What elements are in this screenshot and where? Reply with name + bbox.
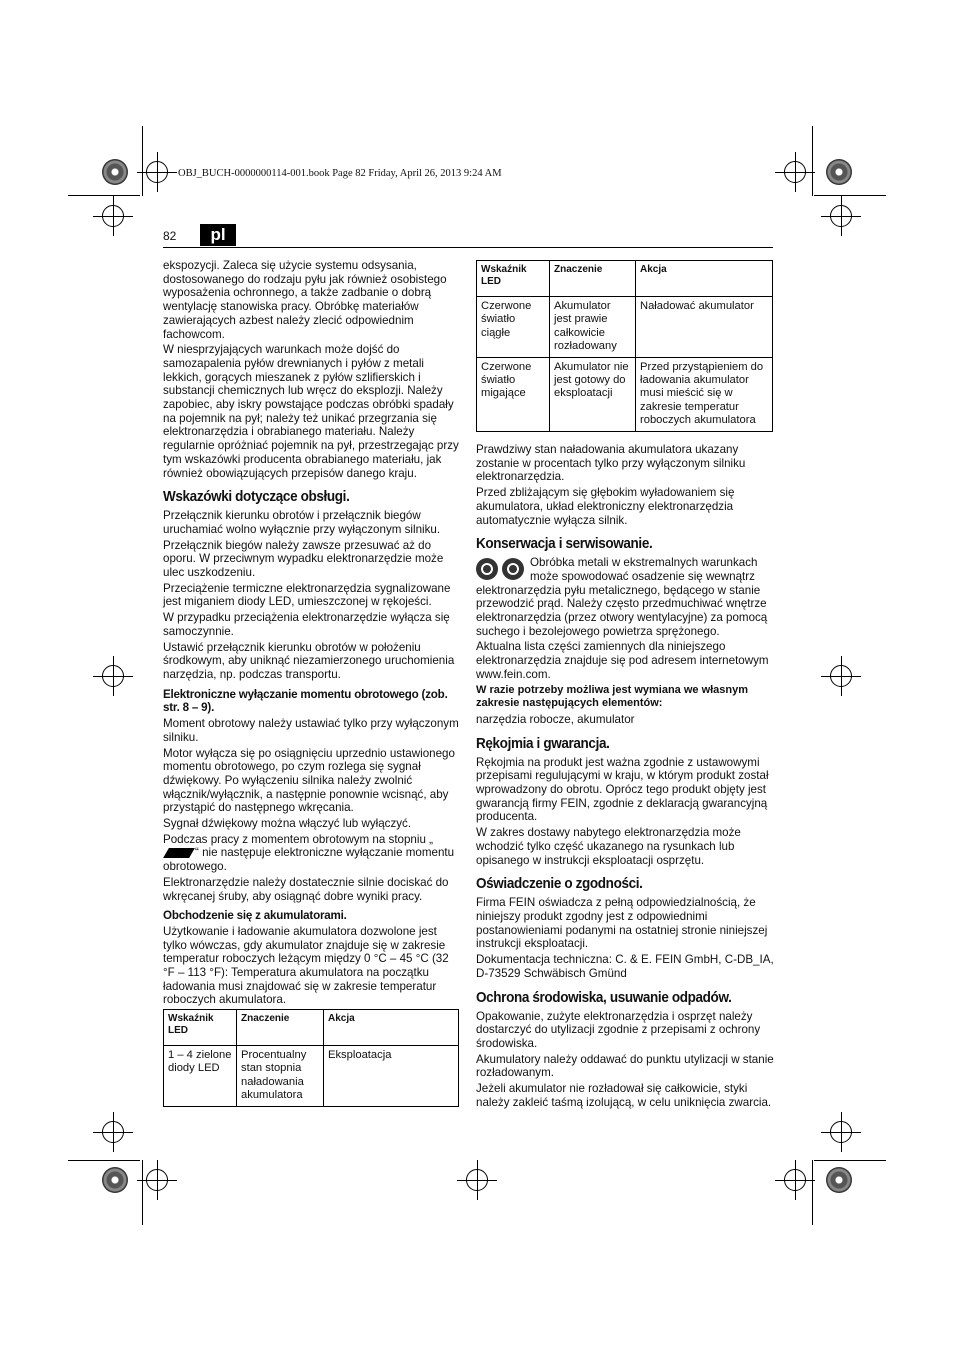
table-header-row xyxy=(477,261,773,297)
book-meta: OBJ_BUCH-0000000114-001.book Page 82 Friday, April 26, 2013 9:24 AM xyxy=(178,168,502,179)
heading-moment: Elektroniczne wyłączanie momentu obrotowego (zob. str. 8 – 9). xyxy=(163,687,448,715)
paragraph: Firma FEIN oświadcza z pełną odpowiedzialnością, że niniejszy produkt zgodny jest z odpowiednimi postanowieniami podanymi na ostatniej stronie niniejszej instrukcji eksploatacji. xyxy=(476,896,768,951)
table-header: Wskaźnik LED xyxy=(477,261,550,297)
paragraph: Moment obrotowy należy ustawiać tylko przy wyłączonym silniku. xyxy=(163,717,459,744)
heading-rekojmia: Rękojmia i gwarancja. xyxy=(476,734,610,752)
paragraph: Opakowanie, zużyte elektronarzędzia i osprzęt należy dostarczyć do utylizacji zgodnie z przepisami z ochrony środowiska. xyxy=(476,1009,761,1050)
left-column xyxy=(163,259,459,1009)
table-row xyxy=(477,297,773,358)
paragraph: Przed zbliżającym się głębokim wyładowaniem się akumulatora, układ elektroniczny elektronarzędzia automatycznie wyłącza silnik. xyxy=(476,486,735,527)
paragraph: Przełącznik kierunku obrotów i przełącznik biegów uruchamiać wolno wyłącznie przy wyłączonym silniku. xyxy=(163,509,441,536)
table-row xyxy=(477,357,773,431)
goggles-icon xyxy=(476,558,498,580)
maintenance-icons xyxy=(476,558,524,580)
table-cell: Czerwone światło ciągłe xyxy=(477,297,550,358)
heading-srodowisko: Ochrona środowiska, usuwanie odpadów. xyxy=(476,988,732,1006)
table-cell: 1 – 4 zielone diody LED xyxy=(164,1046,237,1107)
led-table-right xyxy=(476,260,773,432)
paragraph: Motor wyłącza się po osiągnięciu uprzednio ustawionego momentu obrotowego, po czym rozlega się sygnał dźwiękowy. Po wyłączeniu silnika należy zwolnić włącznik/wyłącznik, a następnie ponownie wcisnąć, aby przystąpić do następnego wkręcania. xyxy=(163,746,455,815)
paragraph-bold: W razie potrzeby możliwa jest wymiana we własnym zakresie następujących elementów: xyxy=(476,683,749,710)
table-cell: Naładować akumulator xyxy=(636,297,773,358)
table-cell: Akumulator nie jest gotowy do eksploatacji xyxy=(550,357,636,431)
paragraph: Przełącznik biegów należy zawsze przesuwać aż do oporu. W przeciwnym wypadku elektronarzędzie może ulec uszkodzeniu. xyxy=(163,538,444,580)
text: Podczas pracy z momentem obrotowym na stopniu „ xyxy=(163,832,433,846)
text: “ nie następuje elektroniczne wyłączanie momentu obrotowego. xyxy=(163,846,455,874)
paragraph: Użytkowanie i ładowanie akumulatora dozwolone jest tylko wówczas, gdy akumulator znajduje się w zakresie temperatur roboczych leżącym między 0 °C – 45 °C (32 °F – 113 °F): Temperatura akumulatora na początku ładowania musi znajdować się w zakresie temperatur roboczych akumulatora. xyxy=(163,924,449,1007)
right-column xyxy=(476,443,774,1111)
table-cell: Procentualny stan stopnia naładowania akumulatora xyxy=(237,1046,324,1107)
paragraph: Jeżeli akumulator nie rozładował się całkowicie, styki należy zakleić taśmą izolującą, w celu uniknięcia zwarcia. xyxy=(476,1082,772,1109)
table-cell: Czerwone światło migające xyxy=(477,357,550,431)
page-number: 82 xyxy=(163,229,177,243)
paragraph: Dokumentacja techniczna: C. & E. FEIN GmbH, C-DB_IA, D-73529 Schwäbisch Gmünd xyxy=(476,953,774,980)
paragraph: Elektronarzędzie należy dostatecznie silnie dociskać do wkręcanej śruby, aby osiągnąć dobre wyniki pracy. xyxy=(163,875,449,903)
paragraph: Rękojmia na produkt jest ważna zgodnie z ustawowymi przepisami regulującymi w kraju, w którym produkt został wprowadzony do obrotu. Oprócz tego produkt objęty jest gwarancją firmy FEIN, zgodnie z deklaracją gwarancyjną producenta. xyxy=(476,755,769,824)
table-header: Akcja xyxy=(636,261,773,297)
paragraph: Ustawić przełącznik kierunku obrotów w położeniu środkowym, aby uniknąć niezamierzonego uruchomienia narzędzia, np. podczas transportu. xyxy=(163,640,455,681)
heading-obsluga: Wskazówki dotyczące obsługi. xyxy=(163,488,350,506)
paragraph: narzędzia robocze, akumulator xyxy=(476,712,635,726)
heading-zgodnosc: Oświadczenie o zgodności. xyxy=(476,875,643,893)
ear-protection-icon xyxy=(502,558,524,580)
paragraph xyxy=(163,833,459,874)
header-rule xyxy=(163,247,773,248)
table-cell: Przed przystąpieniem do ładowania akumulator musi mieścić się w zakresie temperatur roboczych akumulatora xyxy=(636,357,773,431)
paragraph: Sygnał dźwiękowy można włączyć lub wyłączyć. xyxy=(163,817,412,831)
led-table-left xyxy=(163,1009,459,1107)
table-cell: Eksploatacja xyxy=(324,1046,459,1107)
paragraph: W niesprzyjających warunkach może dojść do samozapalenia pyłów drewnianych i pyłów z metali lekkich, gorących mieszanek z pyłów szlifierskich i substancji chemicznych lub wręcz do eksplozji. Należy zapobiec, aby iskry powstające podczas obróbki spadały na pojemnik na pył; należy też unikać przegrzania się elektronarzędzia i obrabianego materiału. Należy regularnie opróżniać pojemnik na pył, przestrzegając przy tym wskazówki producenta obrabianego materiału, jak również obowiązujących przepisów danego kraju. xyxy=(163,343,459,480)
paragraph: Obróbka metali w ekstremalnych warunkach może spowodować osadzenie się wewnątrz elektronarzędzia pyłu metalicznego, będącego w stanie przewodzić prąd. Należy często przedmuchiwać wnętrze elektronarzędzia (przez otwory wentylacyjne) za pomocą suchego i bezolejowego powietrza sprężonego. xyxy=(476,556,768,638)
table-header: Znaczenie xyxy=(237,1010,324,1046)
table-cell: Akumulator jest prawie całkowicie rozładowany xyxy=(550,297,636,358)
paragraph: Akumulatory należy oddawać do punktu utylizacji w stanie rozładowanym. xyxy=(476,1052,774,1080)
paragraph: Prawdziwy stan naładowania akumulatora ukazany zostanie w procentach tylko przy wyłączonym silniku elektronarzędzia. xyxy=(476,443,746,484)
paragraph: W zakres dostawy nabytego elektronarzędzia może wchodzić tylko część ukazanego na rysunkach lub opisanego w instrukcji eksploatacji osprzętu. xyxy=(476,826,741,867)
language-badge: pl xyxy=(200,224,236,246)
paragraph: ekspozycji. Zaleca się użycie systemu odsysania, dostosowanego do rodzaju pyłu jak również osobistego wyposażenia ochronnego, a także zadbanie o dobrą wentylację stanowiska pracy. Obróbkę materiałów zawierających azbest należy zlecić odpowiednim fachowcom. xyxy=(163,259,447,341)
table-header-row xyxy=(164,1010,459,1046)
table-header: Akcja xyxy=(324,1010,459,1046)
torque-level-icon xyxy=(163,848,195,858)
table-header: Znaczenie xyxy=(550,261,636,297)
paragraph: W przypadku przeciążenia elektronarzędzie wyłącza się samoczynnie. xyxy=(163,611,450,638)
paragraph: Aktualna lista części zamiennych dla niniejszego elektronarzędzia znajduje się pod adresem internetowym www.fein.com. xyxy=(476,640,769,681)
paragraph: Przeciążenie termiczne elektronarzędzia sygnalizowane jest miganiem diody LED, umieszczonej w rękojeści. xyxy=(163,581,451,609)
heading-konserwacja: Konserwacja i serwisowanie. xyxy=(476,535,653,553)
table-header: Wskaźnik LED xyxy=(164,1010,237,1046)
heading-akumulatory: Obchodzenie się z akumulatorami. xyxy=(163,909,347,923)
table-row xyxy=(164,1046,459,1107)
